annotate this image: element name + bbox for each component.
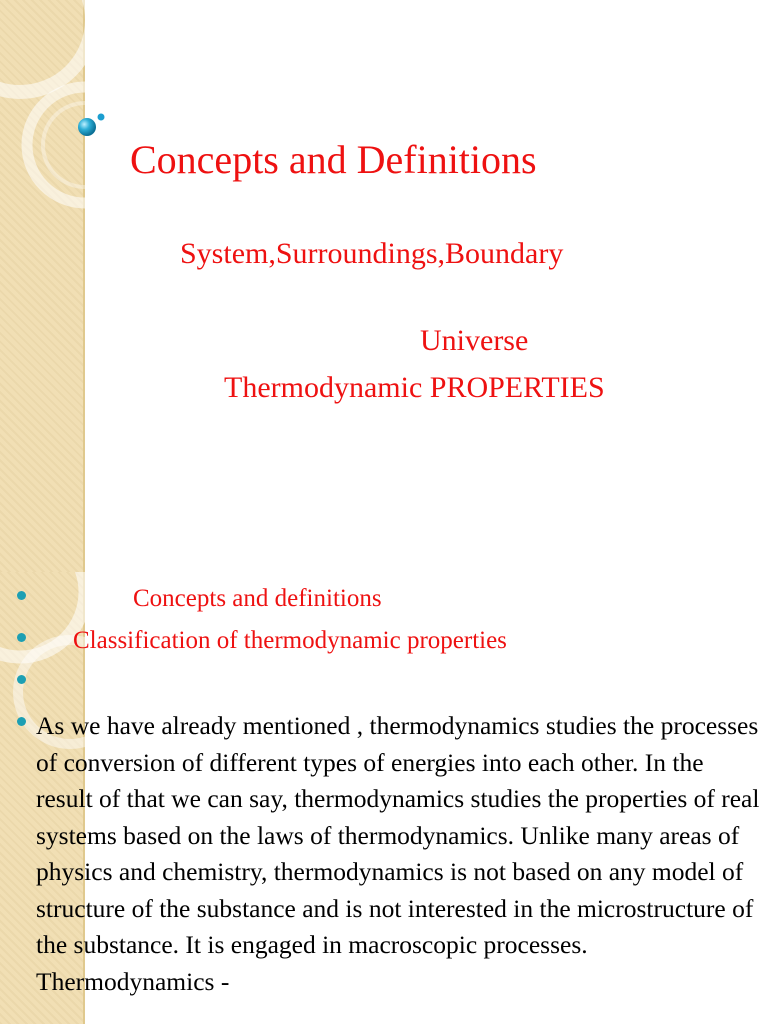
bullet-icon: [17, 591, 26, 600]
blue-orb-icon: [78, 118, 96, 136]
ring-middle-inner: [43, 103, 127, 187]
subtitle-line-2: Universe: [420, 324, 529, 357]
content-slide: [0, 572, 768, 1024]
body-paragraph: As we have already mentioned , thermodynamics studies the processes of conversion of different types of energies into each other. In the result of that we can say, thermodynamics studies the properties of real systems based on the laws of thermodynamics. Unlike many areas of physics and chemistry, thermodynamics is not based on any model of structure of the substance and is not interested in the microstructure of the substance. It is engaged in macroscopic processes. Thermodynamics -: [36, 711, 760, 996]
slide-title-line-1: Concepts and definitions: [133, 585, 382, 612]
slide-title: Concepts and Definitions: [130, 137, 537, 182]
subtitle-line-3: Thermodynamic PROPERTIES: [224, 371, 605, 404]
slide-title-line-2: Classification of thermodynamic properties: [73, 627, 507, 654]
subtitle-line-1: System,Surroundings,Boundary: [180, 237, 564, 270]
small-blue-dot-icon: [98, 114, 105, 121]
decorative-rings: [0, 0, 180, 572]
bullet-icon: [17, 717, 26, 726]
bullet-icon: [17, 675, 26, 684]
ring-top: [0, 0, 92, 92]
bullet-icon: [17, 633, 26, 642]
